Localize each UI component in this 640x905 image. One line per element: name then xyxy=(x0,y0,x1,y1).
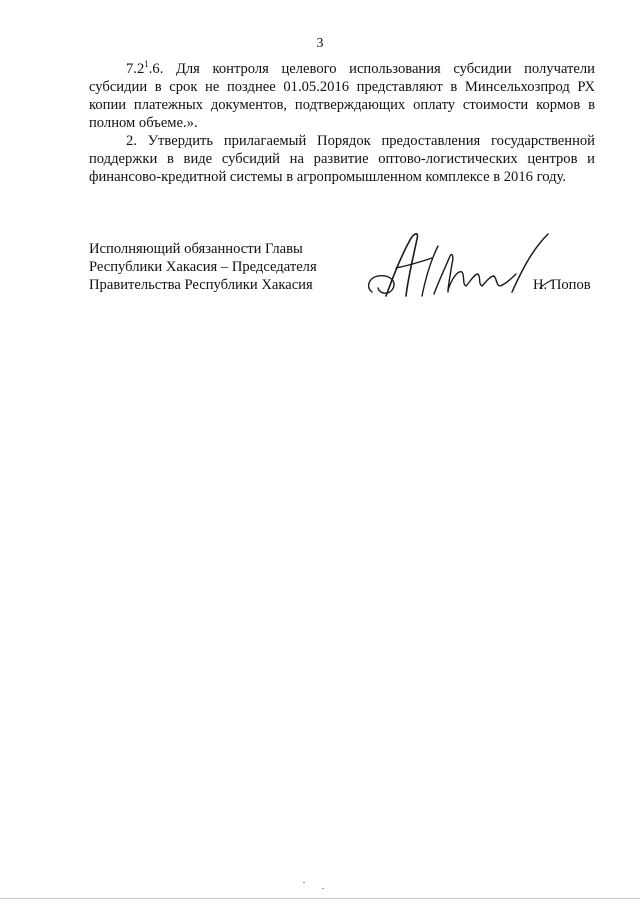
signatory-title-line-1: Исполняющий обязанности Главы xyxy=(89,241,303,257)
signatory-title-line-2: Республики Хакасия – Председателя xyxy=(89,259,317,275)
paragraph-7-2-1-6 xyxy=(89,60,595,132)
scan-artifact xyxy=(303,882,305,883)
signer-name: Н. Попов xyxy=(533,277,591,293)
paragraph-text: 2. Утвердить прилагаемый Порядок предоставления государственной поддержки в виде субсидий на развитие оптово-логистических центров и финансово-кредитной системы в агропромышленном комплексе в 2016 году. xyxy=(89,133,595,185)
page-number: 3 xyxy=(316,36,324,51)
handwritten-signature-icon xyxy=(362,222,562,306)
document-body xyxy=(89,60,595,186)
paragraph-text: .6. Для контроля целевого использования субсидии получатели субсидии в срок не позднее 01.05.2016 представляют в Минсельхозпрод РХ копии платежных документов, подтверждающих оплату стоимости кормов в полном объеме.». xyxy=(89,61,595,131)
signatory-title-block xyxy=(89,240,317,294)
paragraph-2 xyxy=(89,132,595,186)
scan-artifact xyxy=(322,888,324,889)
paragraph-number-superscript: 1 xyxy=(144,59,149,69)
paragraph-number-prefix: 7.2 xyxy=(126,61,145,77)
page-edge-line xyxy=(0,898,640,899)
signatory-title-line-3: Правительства Республики Хакасия xyxy=(89,277,313,293)
